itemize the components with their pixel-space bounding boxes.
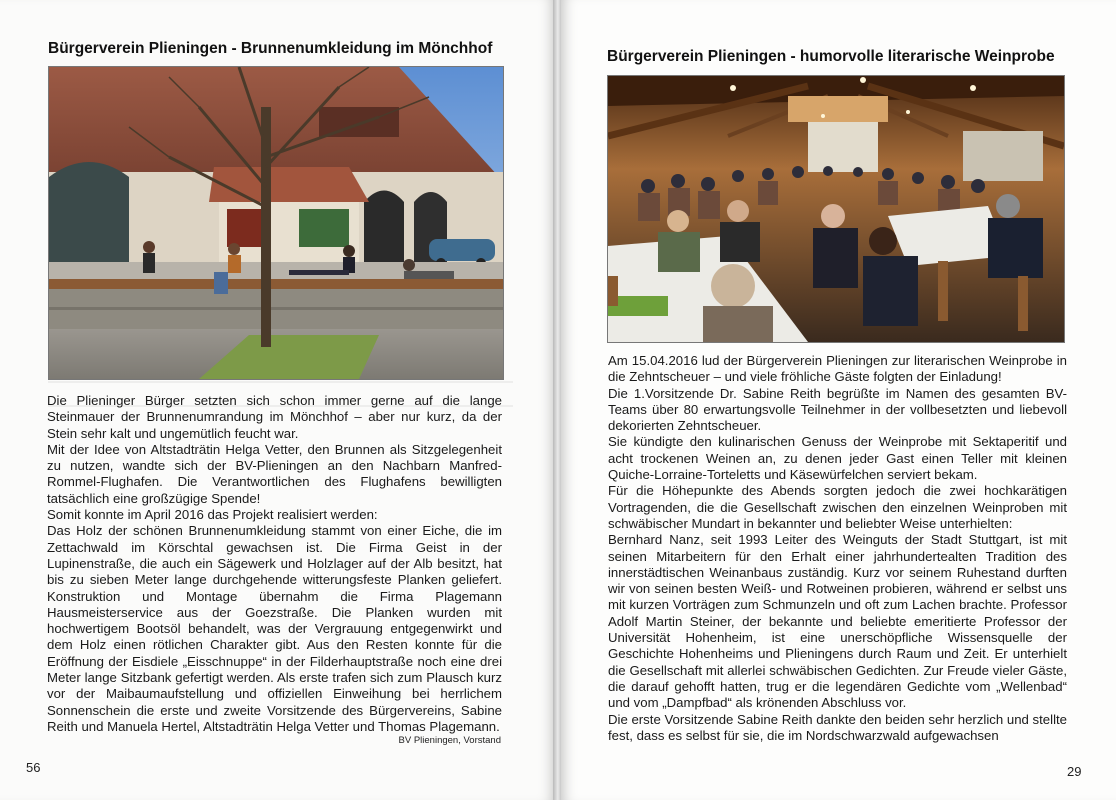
left-page bbox=[0, 0, 553, 800]
wine-tasting-photo-image bbox=[608, 76, 1064, 342]
wine-tasting-photo bbox=[607, 75, 1065, 343]
paragraph: Am 15.04.2016 lud der Bürgerverein Plieningen zur literarischen Weinprobe in die Zehntscheuer – und viele fröhliche Gäste folgten der Einladung! bbox=[608, 353, 1067, 385]
book-gutter bbox=[553, 0, 561, 800]
fountain-photo-image bbox=[49, 67, 503, 379]
paragraph: Sie kündigte den kulinarischen Genuss der Weinprobe mit Sektaperitif und acht trockenen Weinen an, zu denen jeder Gast einen Teller mit kleinen Quiche-Lorraine-Torteletts und Käsewürfelchen serviert bekam. bbox=[608, 434, 1067, 483]
paragraph: Für die Höhepunkte des Abends sorgten jedoch die zwei hochkarätigen Vortragenden, die die Gesellschaft zwischen den einzelnen Weinproben mit schwäbischer Mundart in bekannter und beliebter Weise unterhielten: bbox=[608, 483, 1067, 531]
article-credit: BV Plieningen, Vorstand bbox=[398, 735, 501, 746]
paragraph: Das Holz der schönen Brunnenumkleidung stammt von einer Eiche, die im Zettachwald im Körschtal gewachsen ist. Die Firma Geist in der Lupinenstraße, die auch ein Sägewerk und Holzlager auf der Alb besitzt, hat bis zu sieben Meter lange durchgehende witterungsfeste Planken geliefert. Konstruktion und Montage übernahm die Firma Plagemann Hausmeisterservice aus der Goezstraße. Die Planken wurden mit hochwertigem Bootsöl behandelt, was der Vergrauung entgegenwirkt und dem Holz einen rötlichen Charakter gibt. Aus den Resten konnte für die Eröffnung der Eisdiele „Eisschnuppe“ in der Filderhauptstraße noch eine drei Meter lange Sitzbank gefertigt werden. Als erste trafen sich zum Plausch kurz vor der Maibaumaufstellung und offiziellen Einweihung bei herrlichem Sonnenschein die erste und zweite Vorsitzende des Bürgervereins, Sabine Reith und Manuela Hertel, Altstadträtin Helga Vetter und Thomas Plagemann. bbox=[47, 523, 502, 734]
right-article-body bbox=[608, 353, 1067, 744]
paragraph: Somit konnte im April 2016 das Projekt realisiert werden: bbox=[47, 507, 378, 523]
fountain-photo bbox=[48, 66, 504, 380]
left-article-body bbox=[47, 393, 502, 735]
page-number: 29 bbox=[1067, 764, 1082, 779]
paragraph: Bernhard Nanz, seit 1993 Leiter des Weinguts der Stadt Stuttgart, ist mit seinen Mitarbeitern für den Erhalt einer jahrhundertealten Tradition des innerstädtischen Weinanbaus zuständig. Kurz vor seinem Ruhestand durften wir von seinen besten Weiß- und Rotweinen probieren, während er selbst uns mit kurzen Vorträgen zum Schmunzeln und oft zum Lachen brachte. Professor Adolf Martin Steiner, der bekannte und beliebte emeritierte Professor der Universität Hohenheim, ist eine unerschöpfliche Wissensquelle der Geschichte Hohenheims und Plieningens durch Raum und Zeit. Er unterhielt die Gesellschaft mit allerlei schwäbischen Gedichten. Zur Freude vieler Gäste, die darauf gehofft hatten, trug er die legendären Gedichte vom „Wellenbad“ und vom „Dampfbad“ als krönenden Abschluss vor. bbox=[608, 532, 1067, 711]
right-page bbox=[561, 0, 1116, 800]
paragraph: Die Plieninger Bürger setzten sich schon immer gerne auf die lange Steinmauer der Brunnenumrandung im Mönchhof – aber nur kurz, da der Stein sehr kalt und ungemütlich feucht war. bbox=[47, 393, 502, 441]
right-page-title: Bürgerverein Plieningen - humorvolle literarische Weinprobe bbox=[607, 48, 1055, 65]
bleed-through-line bbox=[48, 381, 513, 383]
page-number: 56 bbox=[26, 760, 41, 775]
paragraph: Die erste Vorsitzende Sabine Reith dankte den beiden sehr herzlich und stellte fest, dass es selbst für sie, die im Nordschwarzwald aufgewachsen bbox=[608, 711, 1067, 743]
left-page-title: Bürgerverein Plieningen - Brunnenumkleidung im Mönchhof bbox=[48, 40, 493, 57]
paragraph: Mit der Idee von Altstadträtin Helga Vetter, den Brunnen als Sitzgelegenheit zu nutzen, wandte sich der BV-Plieningen an den Nachbarn Manfred-Rommel-Flughafen. Die Verantwortlichen des Flughafens bewilligten tatsächlich eine großzügige Spende! bbox=[47, 441, 502, 506]
paragraph: Die 1.Vorsitzende Dr. Sabine Reith begrüßte im Namen des gesamten BV-Teams über 80 erwartungsvolle Teilnehmer in der vollbesetzten und liebevoll dekorierten Zehntscheuer. bbox=[608, 385, 1067, 434]
